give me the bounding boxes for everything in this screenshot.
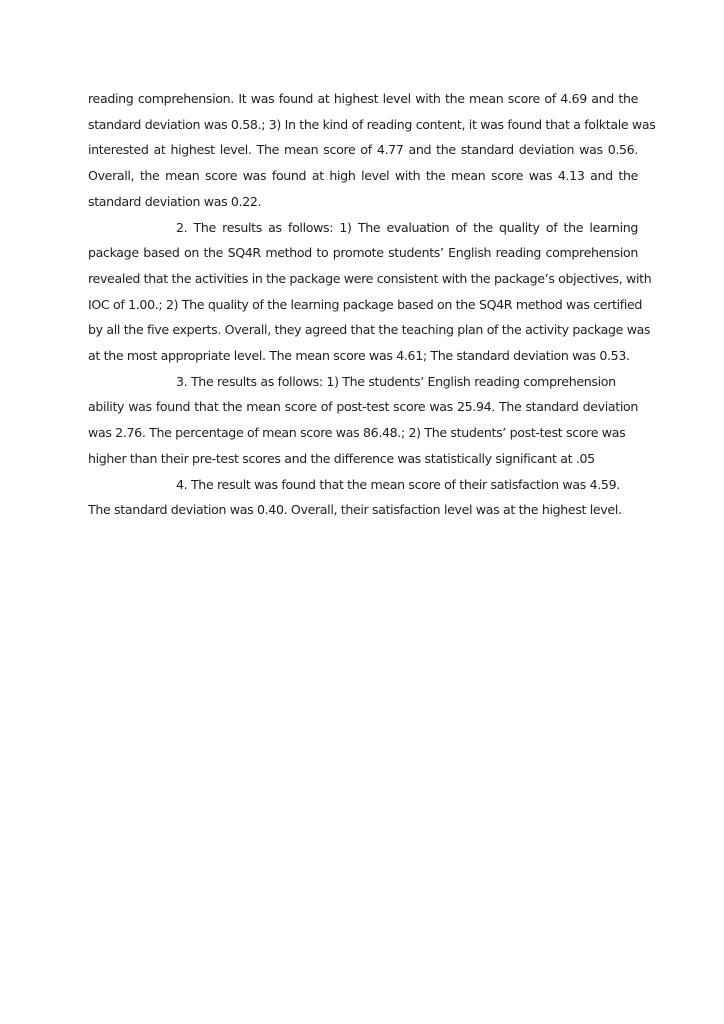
text-line: interested at highest level. The mean score of 4.77 and the standard deviation was 0.56.: [88, 142, 638, 158]
text-line: higher than their pre-test scores and the difference was statistically significant at .05: [88, 450, 595, 466]
text-line: package based on the SQ4R method to promote students’ English reading comprehension: [88, 245, 638, 261]
paragraph-continuation: [88, 86, 656, 215]
text-line: by all the five experts. Overall, they agreed that the teaching plan of the activity package was: [88, 322, 651, 338]
text-line: Overall, the mean score was found at high level with the mean score was 4.13 and the: [88, 168, 638, 184]
text-line: 4. The result was found that the mean score of their satisfaction was 4.59.: [176, 476, 620, 492]
text-line: IOC of 1.00.; 2) The quality of the learning package based on the SQ4R method was certified: [88, 296, 643, 312]
abstract-text: [88, 86, 656, 523]
text-line: was 2.76. The percentage of mean score was 86.48.; 2) The students’ post-test score was: [88, 425, 626, 441]
text-line: ability was found that the mean score of post-test score was 25.94. The standard deviation: [88, 399, 638, 415]
text-line: at the most appropriate level. The mean score was 4.61; The standard deviation was 0.53.: [88, 348, 630, 364]
text-line: 3. The results as follows: 1) The students’ English reading comprehension: [176, 373, 616, 389]
text-line: standard deviation was 0.22.: [88, 193, 262, 209]
text-line: standard deviation was 0.58.; 3) In the kind of reading content, it was found that a folktale was: [88, 116, 656, 132]
text-line: revealed that the activities in the package were consistent with the package’s objectives, with: [88, 270, 652, 286]
paragraph-result-3: [88, 369, 638, 472]
paragraph-result-2: [88, 215, 652, 369]
text-line: 2. The results as follows: 1) The evaluation of the quality of the learning: [176, 219, 638, 235]
text-line: reading comprehension. It was found at highest level with the mean score of 4.69 and the: [88, 91, 638, 106]
text-line: The standard deviation was 0.40. Overall, their satisfaction level was at the highest level.: [88, 502, 622, 518]
paragraph-result-4: [88, 472, 638, 523]
